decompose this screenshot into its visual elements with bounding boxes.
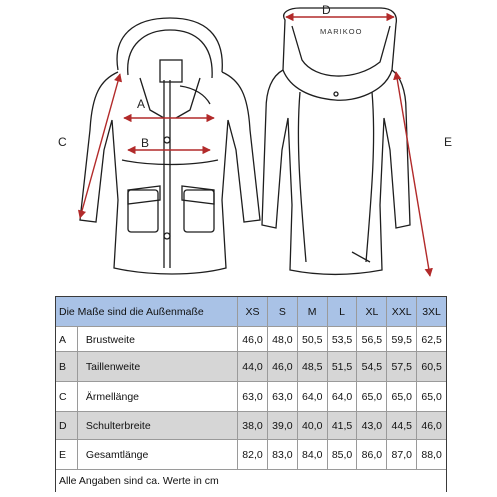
size-l-header: L <box>327 297 357 326</box>
row-letter: A <box>59 333 67 346</box>
label-e: E <box>444 135 453 149</box>
value-cell: 86,0 <box>356 440 386 470</box>
value-cell: 82,0 <box>237 440 267 470</box>
value-cell: 64,0 <box>297 382 327 412</box>
value-cell: 59,5 <box>386 327 416 352</box>
footer-note: Alle Angaben sind ca. Werte in cm <box>59 475 219 487</box>
row-letter: B <box>59 361 67 373</box>
row-label: Gesamtlänge <box>77 440 237 470</box>
value-cell: 41,5 <box>327 412 357 440</box>
value-cell: 44,0 <box>237 352 267 382</box>
value-cell: 46,0 <box>267 352 297 382</box>
value-cell: 40,0 <box>297 412 327 440</box>
row-label: Brustweite <box>77 327 237 352</box>
value-cell: 38,0 <box>237 412 267 440</box>
size-s-header: S <box>267 297 297 326</box>
value-cell: 65,0 <box>386 382 416 412</box>
value-cell: 56,5 <box>356 327 386 352</box>
size-xl-header: XL <box>356 297 386 326</box>
value-cell: 84,0 <box>297 440 327 470</box>
value-cell: 44,5 <box>386 412 416 440</box>
table-row <box>56 381 446 412</box>
row-letter: C <box>59 391 67 403</box>
table-row <box>56 411 446 440</box>
jacket-back-icon <box>262 8 410 275</box>
value-cell: 62,5 <box>416 327 446 352</box>
value-cell: 64,0 <box>327 382 357 412</box>
value-cell: 43,0 <box>356 412 386 440</box>
value-cell: 50,5 <box>297 327 327 352</box>
size-xxl-header: XXL <box>386 297 416 326</box>
label-d: D <box>322 3 331 17</box>
row-letter: E <box>59 449 67 461</box>
table-title: Die Maße sind die Außenmaße <box>59 305 204 318</box>
value-cell: 63,0 <box>237 382 267 412</box>
value-cell: 88,0 <box>416 440 446 470</box>
size-table <box>55 296 447 492</box>
value-cell: 85,0 <box>327 440 357 470</box>
value-cell: 83,0 <box>267 440 297 470</box>
table-footer <box>56 469 446 492</box>
value-cell: 60,5 <box>416 352 446 382</box>
value-cell: 48,0 <box>267 327 297 352</box>
table-header <box>56 297 446 326</box>
value-cell: 46,0 <box>416 412 446 440</box>
measure-line-e <box>396 72 430 276</box>
table-row <box>56 351 446 382</box>
value-cell: 46,0 <box>237 327 267 352</box>
measurement-lines <box>80 17 430 276</box>
value-cell: 65,0 <box>356 382 386 412</box>
table-row <box>56 326 446 352</box>
value-cell: 53,5 <box>327 327 357 352</box>
label-a: A <box>137 97 146 111</box>
table-row <box>56 439 446 470</box>
value-cell: 63,0 <box>267 382 297 412</box>
row-label: Taillenweite <box>77 352 237 382</box>
value-cell: 87,0 <box>386 440 416 470</box>
jacket-front-icon <box>80 18 260 274</box>
value-cell: 48,5 <box>297 352 327 382</box>
value-cell: 51,5 <box>327 352 357 382</box>
label-b: B <box>141 136 150 150</box>
row-label: Ärmellänge <box>77 382 237 412</box>
label-c: C <box>58 135 67 149</box>
value-cell: 57,5 <box>386 352 416 382</box>
size-3xl-header: 3XL <box>416 297 446 326</box>
value-cell: 54,5 <box>356 352 386 382</box>
row-label: Schulterbreite <box>77 412 237 440</box>
size-m-header: M <box>297 297 327 326</box>
brand-logo-text: MARIKOO <box>320 27 363 36</box>
size-xs-header: XS <box>237 297 267 326</box>
row-letter: D <box>59 420 67 432</box>
value-cell: 39,0 <box>267 412 297 440</box>
value-cell: 65,0 <box>416 382 446 412</box>
